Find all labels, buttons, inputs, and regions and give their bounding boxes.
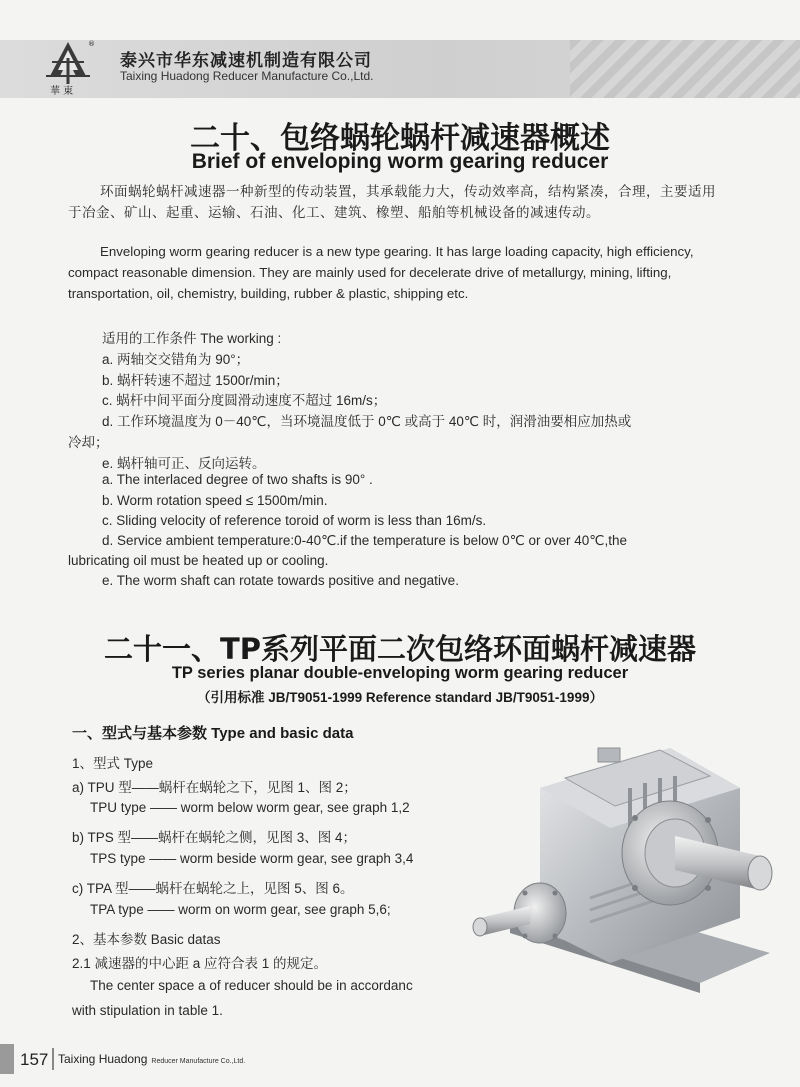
condition-en-c: c. Sliding velocity of reference toroid of worm is less than 16m/s. (102, 513, 487, 528)
condition-cn-d-cont: 冷却； (68, 435, 109, 450)
svg-text:®: ® (88, 40, 95, 48)
section20-paragraph-cn: 环面蜗轮蜗杆减速器一种新型的传动装置，其承载能力大，传动效率高，结构紧凑，合理，主要适用于冶金、矿山、起重、运输、石油、化工、建筑、橡塑、船舶等机械设备的减速传动。 (68, 184, 716, 220)
footer-company (58, 1052, 245, 1066)
type-heading: 1、型式 Type (72, 756, 154, 771)
condition-en-a: a. The interlaced degree of two shafts is 90° . (102, 472, 373, 487)
company-name-en: Taixing Huadong Reducer Manufacture Co.,Ltd. (120, 69, 374, 83)
condition-cn-c: c. 蜗杆中间平面分度圆滑动速度不超过 16m/s； (102, 393, 387, 408)
section20-title-en: Brief of enveloping worm gearing reducer (191, 150, 609, 173)
condition-en-d-cont: lubricating oil must be heated up or cooling. (68, 553, 329, 568)
type-b-cn: b) TPS 型——蜗杆在蜗轮之侧，见图 3、图 4； (72, 830, 357, 845)
footer-separator (52, 1048, 54, 1070)
footer-bar (0, 1044, 14, 1074)
condition-en-e: e. The worm shaft can rotate towards positive and negative. (102, 573, 459, 588)
header-stripe (570, 40, 800, 98)
section21-title-cn: 二十一、TP系列平面二次包络环面蜗杆减速器 (103, 632, 697, 666)
company-name-cn: 泰兴市华东减速机制造有限公司 (120, 51, 372, 70)
condition-cn-d: d. 工作环境温度为 0－40℃，当环境温度低于 0℃ 或高于 40℃ 时，润滑油要相应加热或 (102, 414, 632, 429)
type-a-cn: a) TPU 型——蜗杆在蜗轮之下，见图 1、图 2； (72, 780, 357, 795)
huadong-logo-icon (38, 36, 98, 98)
type-b-en: TPS type —— worm beside worm gear, see graph 3,4 (90, 851, 414, 866)
working-conditions-heading: 适用的工作条件 The working : (102, 331, 282, 346)
condition-cn-a: a. 两轴交交错角为 90°； (102, 352, 250, 367)
basic-data-cn: 2.1 减速器的中心距 a 应符合表 1 的规定。 (72, 956, 328, 971)
logo-mark: 華 東 (50, 86, 74, 97)
section21-reference: （引用标准 JB/T9051-1999 Reference standard JB/T9051-1999） (197, 690, 603, 705)
footer-company-small: Reducer Manufacture Co.,Ltd. (151, 1058, 246, 1065)
basic-data-heading: 2、基本参数 Basic datas (72, 932, 221, 947)
section21-title-en: TP series planar double-enveloping worm gearing reducer (171, 664, 629, 682)
basic-data-en-2: with stipulation in table 1. (72, 1003, 223, 1018)
type-c-cn: c) TPA 型——蜗杆在蜗轮之上，见图 5、图 6。 (72, 881, 354, 896)
type-c-en: TPA type —— worm on worm gear, see graph 5,6; (90, 902, 391, 917)
worm-gear-reducer-photo (470, 728, 782, 998)
condition-en-d: d. Service ambient temperature:0-40℃.if the temperature is below 0℃ or over 40℃,the (102, 533, 627, 548)
section20-paragraph-en: Enveloping worm gearing reducer is a new type gearing. It has large loading capacity, high efficiency, compact reasonable dimension. They are mainly used for decelerate drive of metallurgy, mining, lifting, transportation, oil, chemistry, building, rubber & plastic, shipping etc. (68, 244, 694, 301)
condition-cn-b: b. 蜗杆转速不超过 1500r/min； (102, 373, 289, 388)
type-basic-data-heading: 一、型式与基本参数 Type and basic data (72, 725, 354, 742)
section20-title-cn: 二十、包络蜗轮蜗杆减速器概述 (190, 121, 610, 156)
page-number: 157 (20, 1050, 49, 1069)
type-a-en: TPU type —— worm below worm gear, see graph 1,2 (90, 800, 410, 815)
condition-en-b: b. Worm rotation speed ≤ 1500m/min. (102, 493, 328, 508)
footer-company-bold: Taixing Huadong (58, 1052, 148, 1066)
basic-data-en-1: The center space a of reducer should be in accordanc (90, 978, 413, 993)
condition-cn-e: e. 蜗杆轴可正、反向运转。 (102, 456, 266, 471)
